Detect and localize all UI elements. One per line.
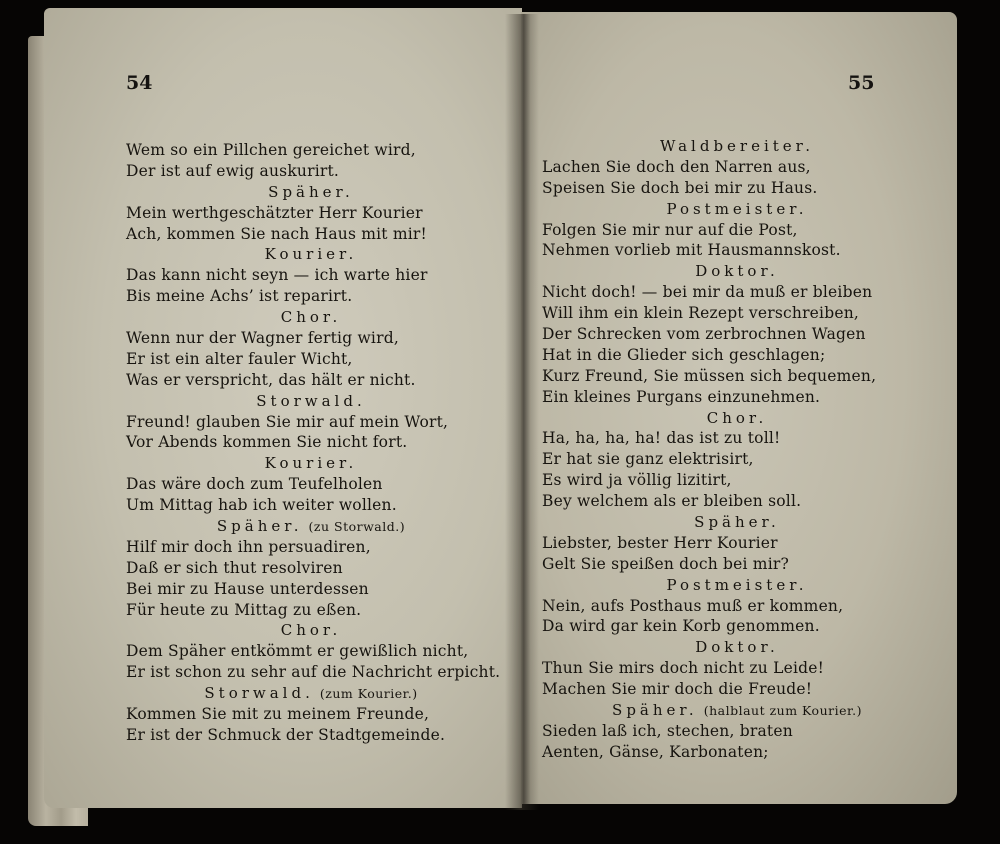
right-page-text [542, 136, 892, 763]
verse-text: Sieden laß ich, stechen, braten [542, 721, 793, 740]
verse-text: Wenn nur der Wagner fertig wird, [126, 329, 399, 348]
verse-text: Daß er sich thut resolviren [126, 558, 343, 577]
verse-text: Der ist auf ewig auskurirt. [126, 161, 340, 180]
stage-direction: (zu Storwald.) [308, 519, 406, 535]
book-gutter [505, 14, 539, 810]
verse-text: Hilf mir doch ihn persuadiren, [126, 537, 371, 556]
verse-line [542, 554, 892, 575]
speaker-heading [126, 516, 496, 537]
verse-text: Ach, kommen Sie nach Haus mit mir! [126, 224, 427, 243]
verse-line [542, 178, 892, 199]
speaker-heading [542, 575, 892, 596]
speaker-name: Postmeister. [666, 575, 808, 594]
verse-line [542, 533, 892, 554]
verse-text: Kurz Freund, Sie müssen sich bequemen, [542, 366, 877, 385]
speaker-heading [126, 307, 496, 328]
verse-text: Machen Sie mir doch die Freude! [542, 680, 813, 699]
verse-text: Nehmen vorlieb mit Hausmannskost. [542, 241, 841, 260]
verse-line [542, 157, 892, 178]
stage-direction: (halblaut zum Kourier.) [703, 703, 862, 719]
verse-text: Dem Späher entkömmt er gewißlich nicht, [126, 642, 469, 661]
verse-text: Freund! glauben Sie mir auf mein Wort, [126, 412, 449, 431]
speaker-name: Späher. [694, 513, 780, 532]
verse-line [126, 140, 496, 161]
stage-direction: (zum Kourier.) [319, 686, 418, 702]
verse-text: Nein, aufs Posthaus muß er kommen, [542, 596, 844, 615]
verse-line [126, 370, 496, 391]
verse-line [542, 282, 892, 303]
verse-line [542, 324, 892, 345]
verse-text: Er ist schon zu sehr auf die Nachricht erpicht. [126, 663, 501, 682]
verse-line [126, 641, 496, 662]
verse-line [126, 600, 496, 621]
verse-text: Kommen Sie mit zu meinem Freunde, [126, 705, 430, 724]
verse-line [542, 387, 892, 408]
verse-text: Hat in die Glieder sich geschlagen; [542, 345, 826, 364]
speaker-heading [542, 512, 892, 533]
verse-line [126, 579, 496, 600]
verse-line [542, 742, 892, 763]
speaker-name: Storwald. [204, 684, 314, 703]
verse-line [542, 491, 892, 512]
verse-text: Mein werthgeschätzter Herr Kourier [126, 203, 423, 222]
verse-line [126, 537, 496, 558]
verse-text: Aenten, Gänse, Karbonaten; [542, 742, 769, 761]
speaker-heading [126, 391, 496, 412]
verse-line [126, 662, 501, 683]
speaker-name: Doktor. [695, 638, 779, 657]
verse-text: Er hat sie ganz elektrisirt, [542, 450, 754, 469]
speaker-heading [126, 683, 496, 704]
verse-line [126, 432, 496, 453]
verse-text: Gelt Sie speißen doch bei mir? [542, 554, 789, 573]
speaker-name: Kourier. [264, 245, 358, 264]
verse-line [126, 495, 496, 516]
speaker-name: Späher. [216, 517, 303, 536]
verse-text: Was er verspricht, das hält er nicht. [126, 370, 416, 389]
verse-text: Lachen Sie doch den Narren aus, [542, 157, 811, 176]
verse-line [126, 349, 496, 370]
verse-text: Vor Abends kommen Sie nicht fort. [126, 433, 408, 452]
speaker-name: Waldbereiter. [660, 137, 814, 155]
verse-text: Folgen Sie mir nur auf die Post, [542, 220, 798, 239]
speaker-heading [126, 244, 496, 265]
verse-text: Will ihm ein klein Rezept verschreiben, [542, 304, 860, 323]
verse-line [542, 470, 892, 491]
verse-line [542, 303, 892, 324]
verse-line [126, 704, 496, 725]
verse-text: Ein kleines Purgans einzunehmen. [542, 387, 821, 406]
speaker-heading [542, 700, 892, 721]
verse-line [542, 449, 892, 470]
verse-text: Bei mir zu Hause unterdessen [126, 579, 369, 598]
verse-line [126, 265, 496, 286]
verse-text: Nicht doch! — bei mir da muß er bleiben [542, 283, 873, 302]
verse-line [542, 220, 892, 241]
verse-line [542, 679, 892, 700]
speaker-heading [126, 182, 496, 203]
speaker-name: Chor. [280, 621, 342, 640]
verse-text: Er ist ein alter fauler Wicht, [126, 349, 353, 368]
speaker-name: Späher. [612, 701, 698, 720]
speaker-name: Kourier. [264, 454, 358, 473]
verse-text: Um Mittag hab ich weiter wollen. [126, 496, 397, 515]
verse-text: Das wäre doch zum Teufelholen [126, 475, 383, 494]
verse-line [542, 240, 892, 261]
speaker-name: Postmeister. [666, 199, 808, 218]
speaker-name: Doktor. [695, 262, 779, 281]
verse-line [542, 428, 892, 449]
verse-text: Liebster, bester Herr Kourier [542, 533, 778, 552]
verse-line [542, 721, 892, 742]
verse-text: Thun Sie mirs doch nicht zu Leide! [542, 659, 825, 678]
speaker-heading [126, 453, 496, 474]
speaker-heading [542, 408, 892, 429]
verse-line [126, 474, 496, 495]
verse-line [542, 616, 892, 637]
verse-text: Bey welchem als er bleiben soll. [542, 492, 802, 511]
verse-line [126, 224, 496, 245]
verse-text: Es wird ja völlig lizitirt, [542, 471, 732, 490]
speaker-name: Chor. [706, 408, 768, 427]
left-page-text [126, 140, 501, 746]
page-number-left: 54 [126, 72, 153, 94]
verse-line [542, 366, 892, 387]
verse-line [126, 286, 496, 307]
verse-line [542, 658, 892, 679]
verse-text: Er ist der Schmuck der Stadtgemeinde. [126, 725, 446, 744]
verse-text: Bis meine Achs’ ist reparirt. [126, 287, 353, 306]
verse-line [542, 596, 892, 617]
verse-text: Der Schrecken vom zerbrochnen Wagen [542, 325, 866, 344]
verse-line [126, 203, 496, 224]
verse-text: Da wird gar kein Korb genommen. [542, 617, 820, 636]
verse-line [542, 345, 892, 366]
speaker-heading [126, 620, 496, 641]
verse-text: Speisen Sie doch bei mir zu Haus. [542, 178, 818, 197]
speaker-heading [542, 637, 892, 658]
speaker-heading [542, 261, 892, 282]
speaker-heading [542, 199, 892, 220]
verse-line [126, 412, 496, 433]
verse-line [126, 558, 496, 579]
speaker-heading [542, 136, 892, 157]
verse-text: Wem so ein Pillchen gereichet wird, [126, 141, 416, 159]
verse-text: Ha, ha, ha, ha! das ist zu toll! [542, 429, 781, 448]
verse-line [126, 328, 496, 349]
page-number-right: 55 [848, 72, 875, 94]
verse-text: Das kann nicht seyn — ich warte hier [126, 266, 428, 285]
speaker-name: Storwald. [256, 391, 366, 410]
speaker-name: Späher. [268, 182, 354, 201]
verse-line [126, 725, 496, 746]
speaker-name: Chor. [280, 308, 342, 327]
verse-text: Für heute zu Mittag zu eßen. [126, 600, 362, 619]
verse-line [126, 161, 496, 182]
